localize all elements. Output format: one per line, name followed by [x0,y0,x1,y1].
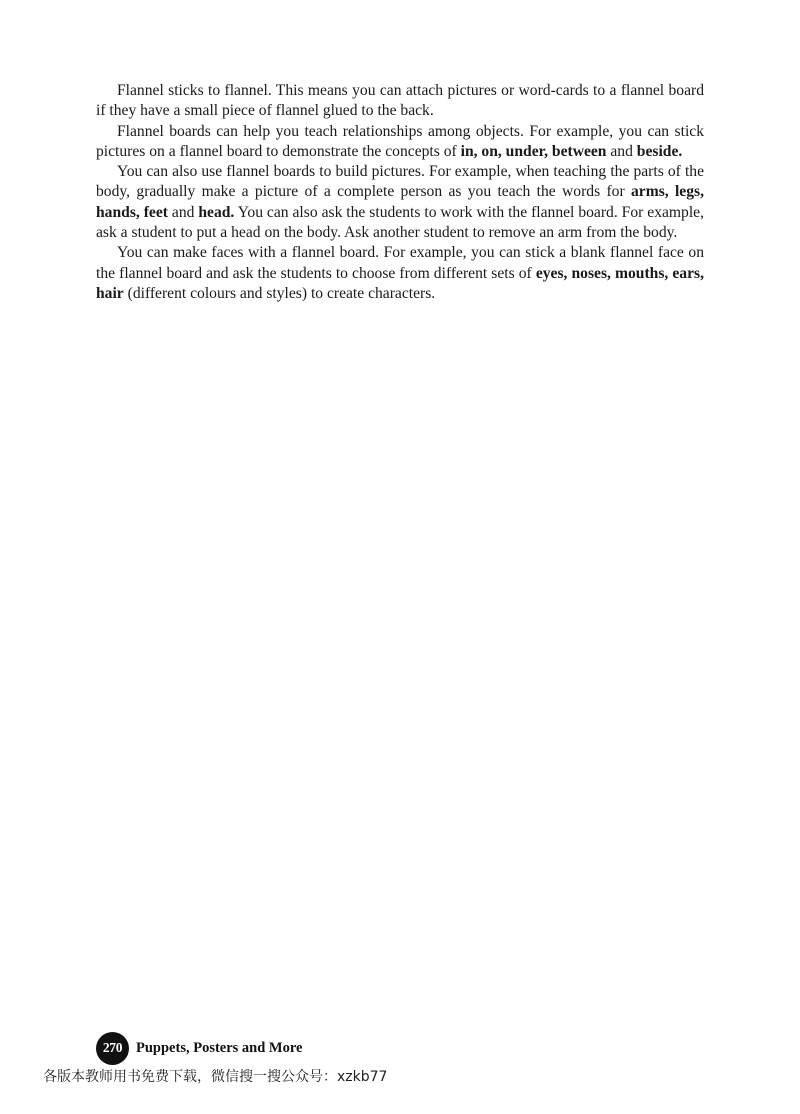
body-text [96,81,704,304]
page-footer [96,1031,302,1065]
running-title: Puppets, Posters and More [136,1039,303,1056]
bold-term: eyes, noses, mouths, ears, hair [96,264,704,302]
text-run: Flannel boards can help you teach relationships among objects. For example, you can stick pictures on a flannel board to demonstrate the concepts of [96,122,704,160]
watermark-text: 各版本教师用书免费下载，微信搜一搜公众号：xzkb77 [43,1069,388,1085]
paragraph [96,243,704,304]
page-number-badge [96,1032,129,1065]
page-number: 270 [102,1040,123,1055]
text-run: and [606,142,637,160]
text-run: and [167,203,199,221]
text-run: Flannel sticks to flannel. This means you can attach pictures or word-cards to a flannel board if they have a small piece of flannel glued to the back. [96,82,704,120]
paragraph [96,81,704,122]
text-run: You can also ask the students to work with the flannel board. For example, ask a student to put a head on the body. Ask another student to remove an arm from the body. [96,203,704,242]
paragraph [96,162,704,243]
text-run: (different colours and styles) to create characters. [123,284,436,302]
bold-term: in, on, under, between [460,142,607,160]
paragraph [96,122,704,163]
bold-term: beside. [636,142,683,160]
text-run: You can make faces with a flannel board. For example, you can stick a blank flannel face on the flannel board and ask the students to choose from different sets of [96,244,704,282]
text-run: You can also use flannel boards to build pictures. For example, when teaching the parts of the body, gradually make a picture of a complete person as you teach the words for [96,163,704,201]
bold-term: head. [198,203,235,221]
bold-term: arms, legs, hands, feet [96,183,704,221]
